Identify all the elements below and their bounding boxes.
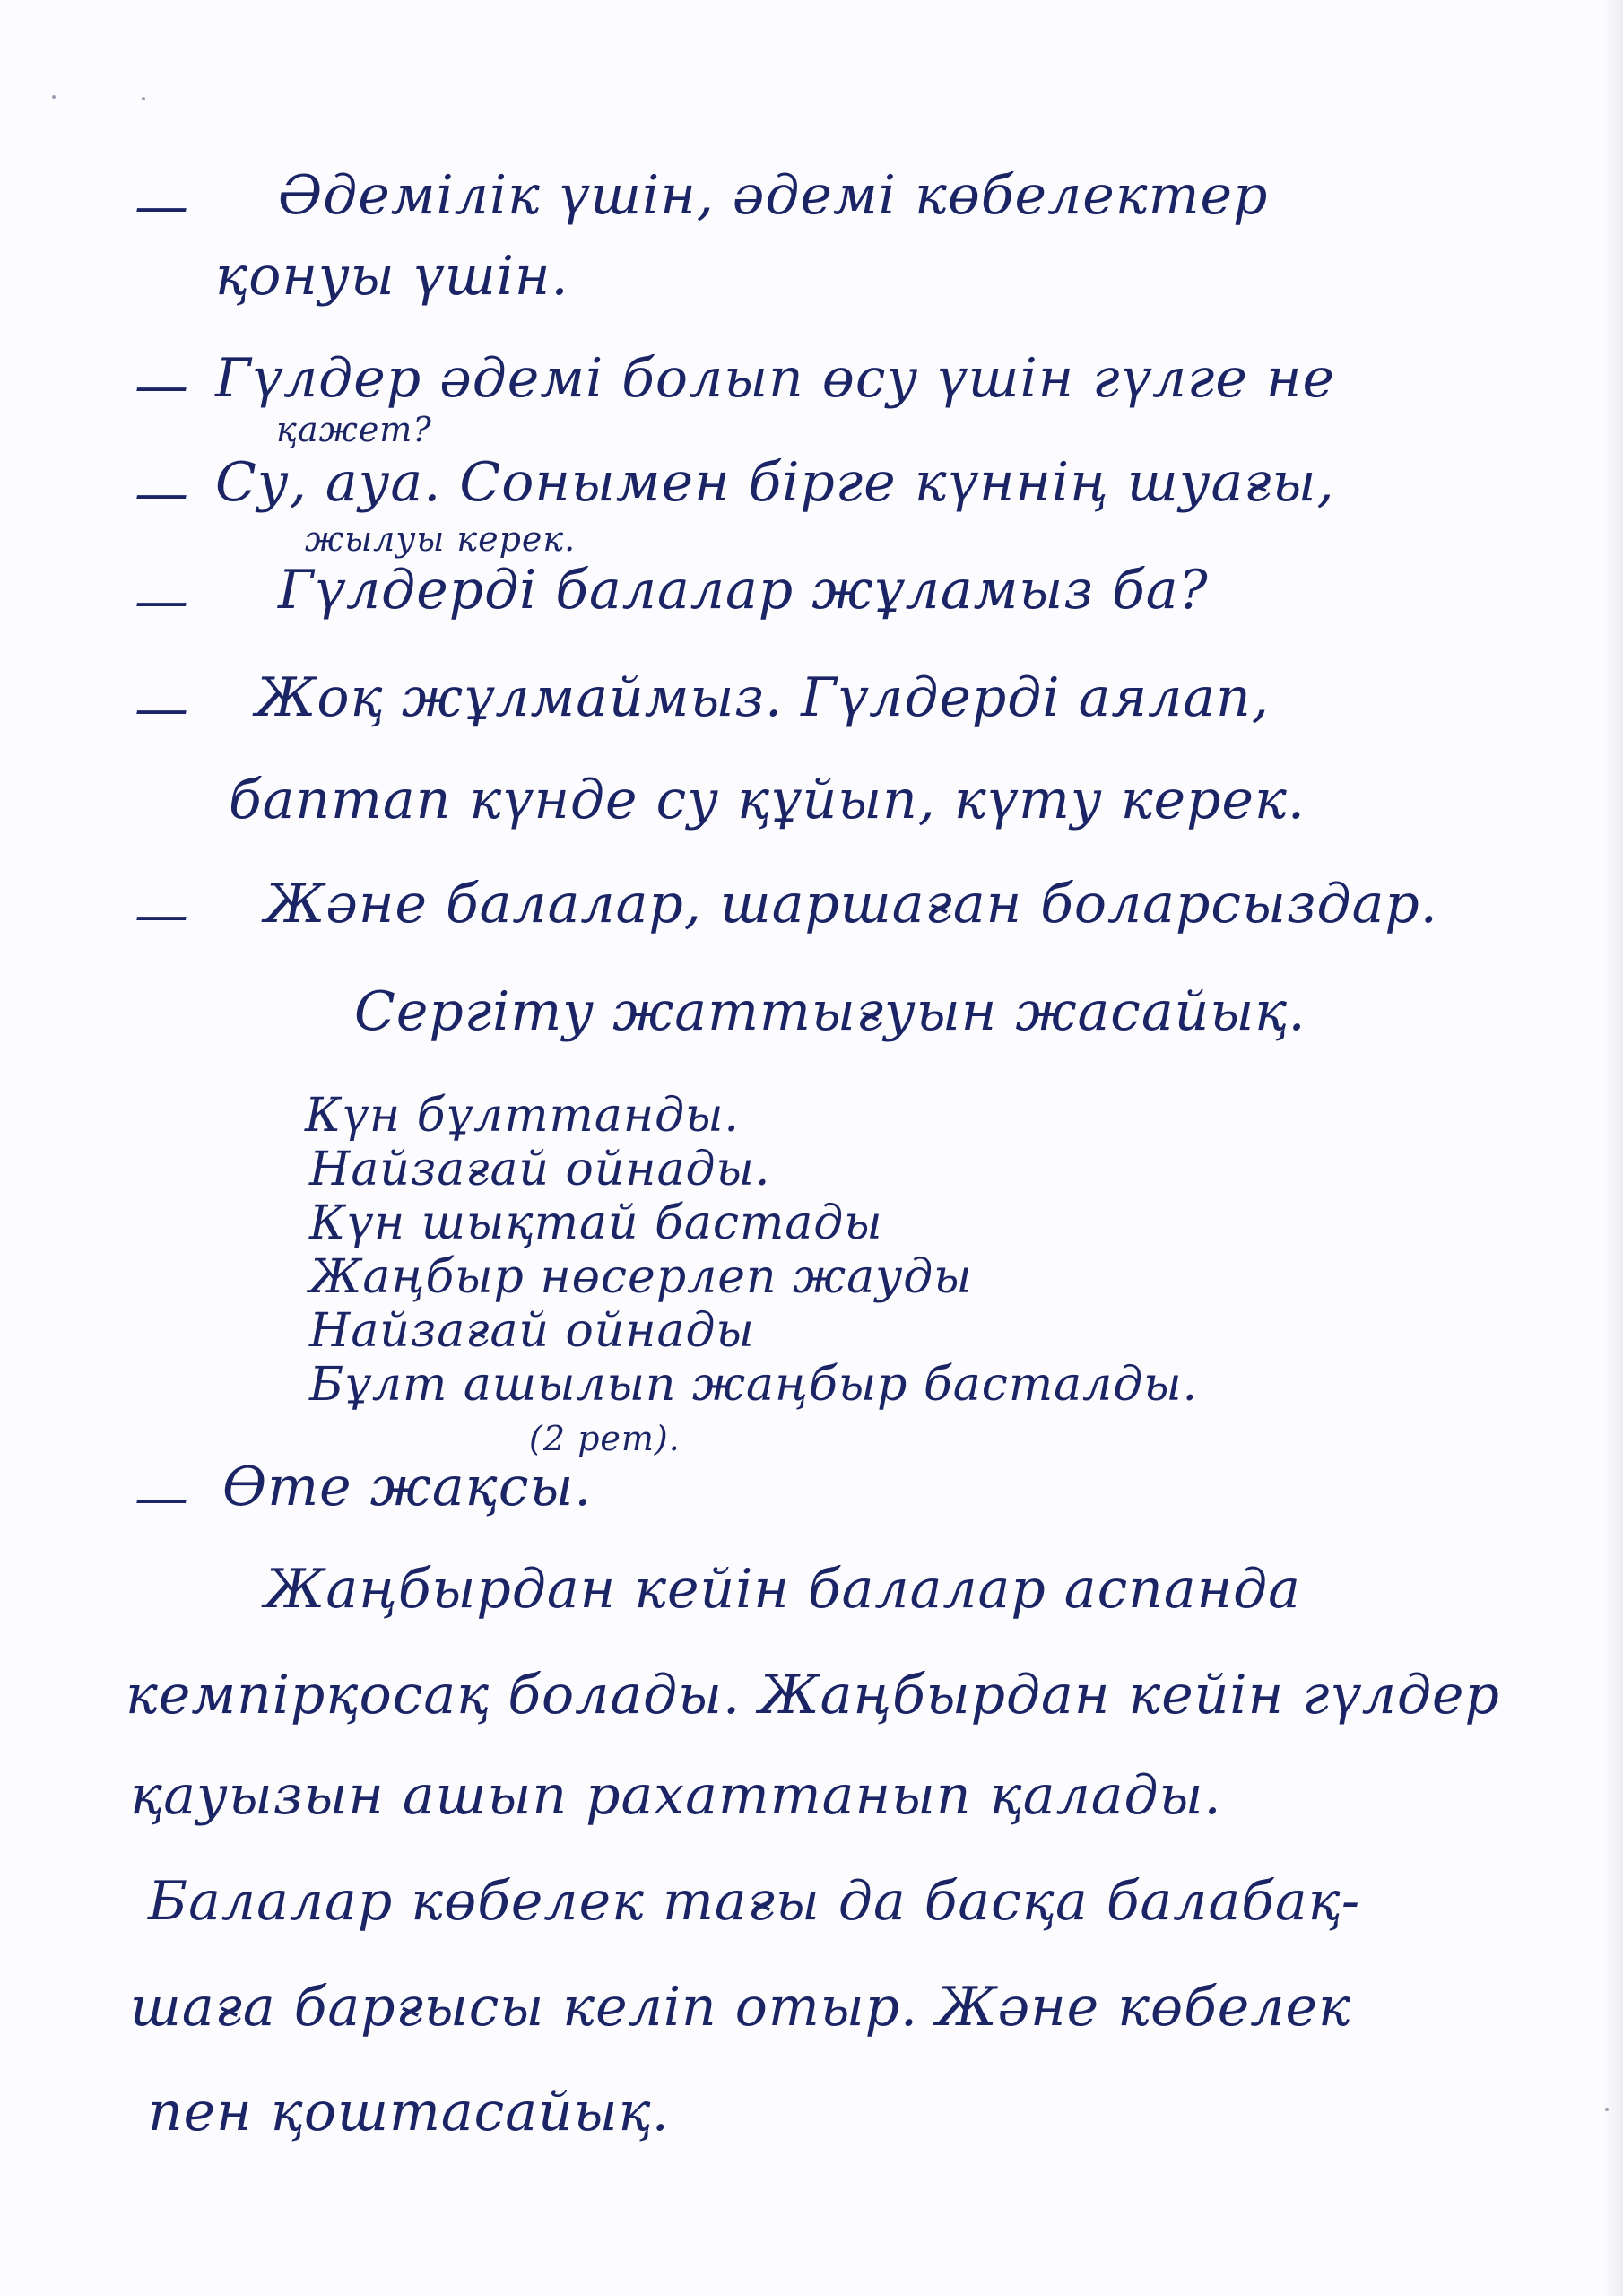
dash-marker: —: [135, 175, 189, 238]
text-line: қажет?: [276, 410, 432, 449]
exercise-line: Бұлт ашылып жаңбыр басталды.: [309, 1358, 1199, 1412]
exercise-repeat-note: (2 рет).: [529, 1419, 681, 1458]
text-line: Су, ауа. Сонымен бірге күннің шуағы,: [215, 451, 1335, 514]
page-edge-shadow: [1603, 0, 1623, 2296]
exercise-line: Күн шықтай бастады: [309, 1196, 883, 1250]
text-line: Өте жақсы.: [222, 1456, 593, 1518]
exercise-line: Күн бұлттанды.: [305, 1089, 740, 1143]
exercise-line: Найзағай ойнады.: [309, 1143, 771, 1196]
dash-marker: —: [135, 354, 189, 417]
text-line: Жоқ жұлмаймыз. Гүлдерді аялап,: [256, 666, 1270, 729]
text-line: шаға барғысы келіп отыр. Және көбелек: [130, 1976, 1351, 2039]
text-line: Әдемілік үшін, әдемі көбелектер: [278, 164, 1269, 227]
dash-marker: —: [135, 1466, 189, 1529]
text-line: қауызын ашып рахаттанып қалады.: [130, 1764, 1222, 1827]
exercise-line: Жаңбыр нөсерлеп жауды: [309, 1250, 973, 1304]
paper-speck: [52, 95, 56, 99]
text-line: Гүлдер әдемі болып өсу үшін гүлге не: [215, 347, 1335, 410]
text-line: Гүлдерді балалар жұламыз ба?: [278, 559, 1209, 622]
dash-marker: —: [135, 570, 189, 632]
text-line: кемпірқосақ болады. Жаңбырдан кейін гүлдер: [126, 1664, 1500, 1726]
text-line: баптап күнде су құйып, күту керек.: [229, 769, 1306, 831]
text-line: қонуы үшін.: [215, 245, 569, 308]
text-line: Сергіту жаттығуын жасайық.: [354, 980, 1306, 1043]
paper-speck: [142, 97, 145, 100]
paper-speck: [1605, 2108, 1609, 2111]
dash-marker: —: [135, 462, 189, 525]
text-line: Балалар көбелек тағы да басқа балабақ-: [148, 1870, 1361, 1933]
text-line: пен қоштасайық.: [148, 2081, 670, 2144]
dash-marker: —: [135, 677, 189, 740]
text-line: жылуы керек.: [305, 519, 577, 559]
dash-marker: —: [135, 883, 189, 946]
exercise-line: Найзағай ойнады: [309, 1304, 755, 1358]
text-line: Және балалар, шаршаған боларсыздар.: [265, 873, 1438, 935]
text-line: Жаңбырдан кейін балалар аспанда: [265, 1558, 1301, 1621]
